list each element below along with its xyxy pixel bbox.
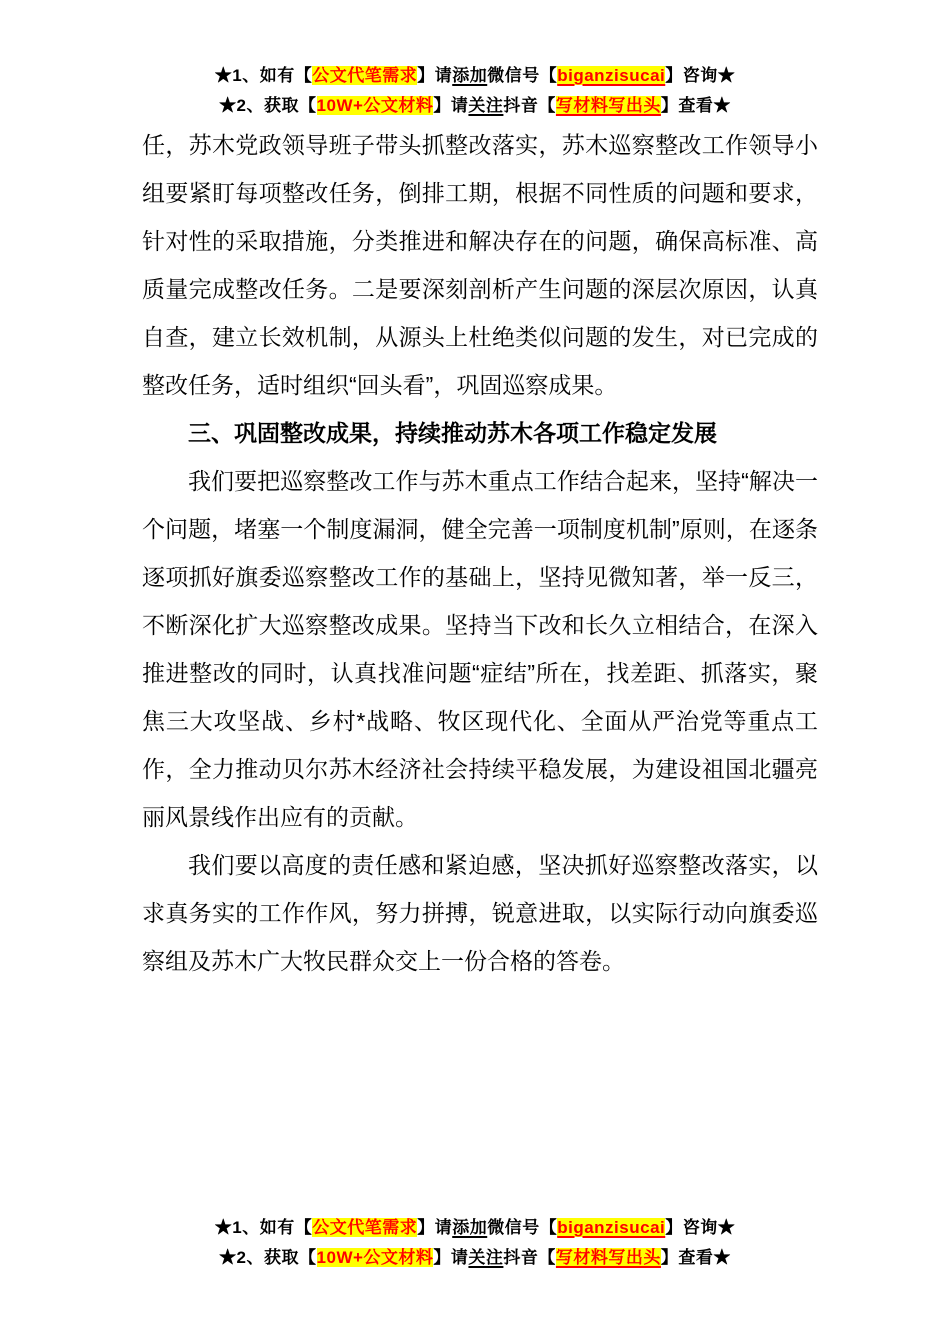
promo-highlighted-text: biganzisucai: [557, 66, 666, 85]
promo-highlighted-text: biganzisucai: [557, 1218, 666, 1237]
promo-text: 】查看★: [660, 1248, 731, 1267]
promo-text: 微信号【: [487, 1218, 558, 1237]
promo-highlighted-text: 写材料写出头: [555, 1248, 661, 1267]
promo-line: [0, 1243, 950, 1273]
section-heading: 三、巩固整改成果，持续推动苏木各项工作稳定发展: [188, 420, 717, 446]
promo-text: 】请: [417, 1218, 453, 1237]
body-paragraph: 我们要把巡察整改工作与苏木重点工作结合起来，坚持“解决一个问题，堵塞一个制度漏洞，健全完善一项制度机制”原则，在逐条逐项抓好旗委巡察整改工作的基础上，坚持见微知著，举一反三，不断深化扩大巡察整改成果。坚持当下改和长久立相结合，在深入推进整改的同时，认真找准问题“症结”所在，找差距、抓落实，聚焦三大攻坚战、乡村*战略、牧区现代化、全面从严治党等重点工作，全力推动贝尔苏木经济社会持续平稳发展，为建设祖国北疆亮丽风景线作出应有的贡献。: [142, 468, 818, 830]
promo-text: 微信号【: [487, 66, 558, 85]
promo-underlined-text: 关注: [468, 1248, 504, 1267]
promo-text: 抖音【: [503, 1248, 556, 1267]
promo-highlighted-text: 10W+公文材料: [316, 1248, 434, 1267]
promo-line: [0, 1213, 950, 1243]
promo-text: 】查看★: [660, 96, 731, 115]
promo-highlighted-text: 10W+公文材料: [316, 96, 434, 115]
promo-banner-header: [0, 61, 950, 121]
promo-text: ★1、如有【: [214, 66, 313, 85]
promo-line: [0, 91, 950, 121]
promo-banner-footer: [0, 1213, 950, 1273]
body-paragraph: 任，苏木党政领导班子带头抓整改落实，苏木巡察整改工作领导小组要紧盯每项整改任务，倒排工期，根据不同性质的问题和要求，针对性的采取措施，分类推进和解决存在的问题，确保高标准、高质量完成整改任务。二是要深刻剖析产生问题的深层次原因，认真自查，建立长效机制，从源头上杜绝类似问题的发生，对已完成的整改任务，适时组织“回头看”，巩固巡察成果。: [142, 132, 818, 398]
promo-text: ★2、获取【: [219, 96, 317, 115]
promo-highlighted-text: 公文代笔需求: [312, 1218, 418, 1237]
promo-text: 】请: [433, 96, 469, 115]
promo-highlighted-text: 写材料写出头: [555, 96, 661, 115]
promo-underlined-text: 添加: [452, 1218, 488, 1237]
promo-underlined-text: 添加: [452, 66, 488, 85]
promo-text: 抖音【: [503, 96, 556, 115]
document-body: [142, 121, 818, 985]
promo-highlighted-text: 公文代笔需求: [312, 66, 418, 85]
promo-text: ★2、获取【: [219, 1248, 317, 1267]
promo-text: 】咨询★: [665, 66, 736, 85]
body-paragraph: 我们要以高度的责任感和紧迫感，坚决抓好巡察整改落实，以求真务实的工作作风，努力拼搏，锐意进取，以实际行动向旗委巡察组及苏木广大牧民群众交上一份合格的答卷。: [142, 852, 818, 974]
promo-underlined-text: 关注: [468, 96, 504, 115]
promo-line: [0, 61, 950, 91]
promo-text: 】请: [433, 1248, 469, 1267]
promo-text: ★1、如有【: [214, 1218, 313, 1237]
promo-text: 】请: [417, 66, 453, 85]
promo-text: 】咨询★: [665, 1218, 736, 1237]
